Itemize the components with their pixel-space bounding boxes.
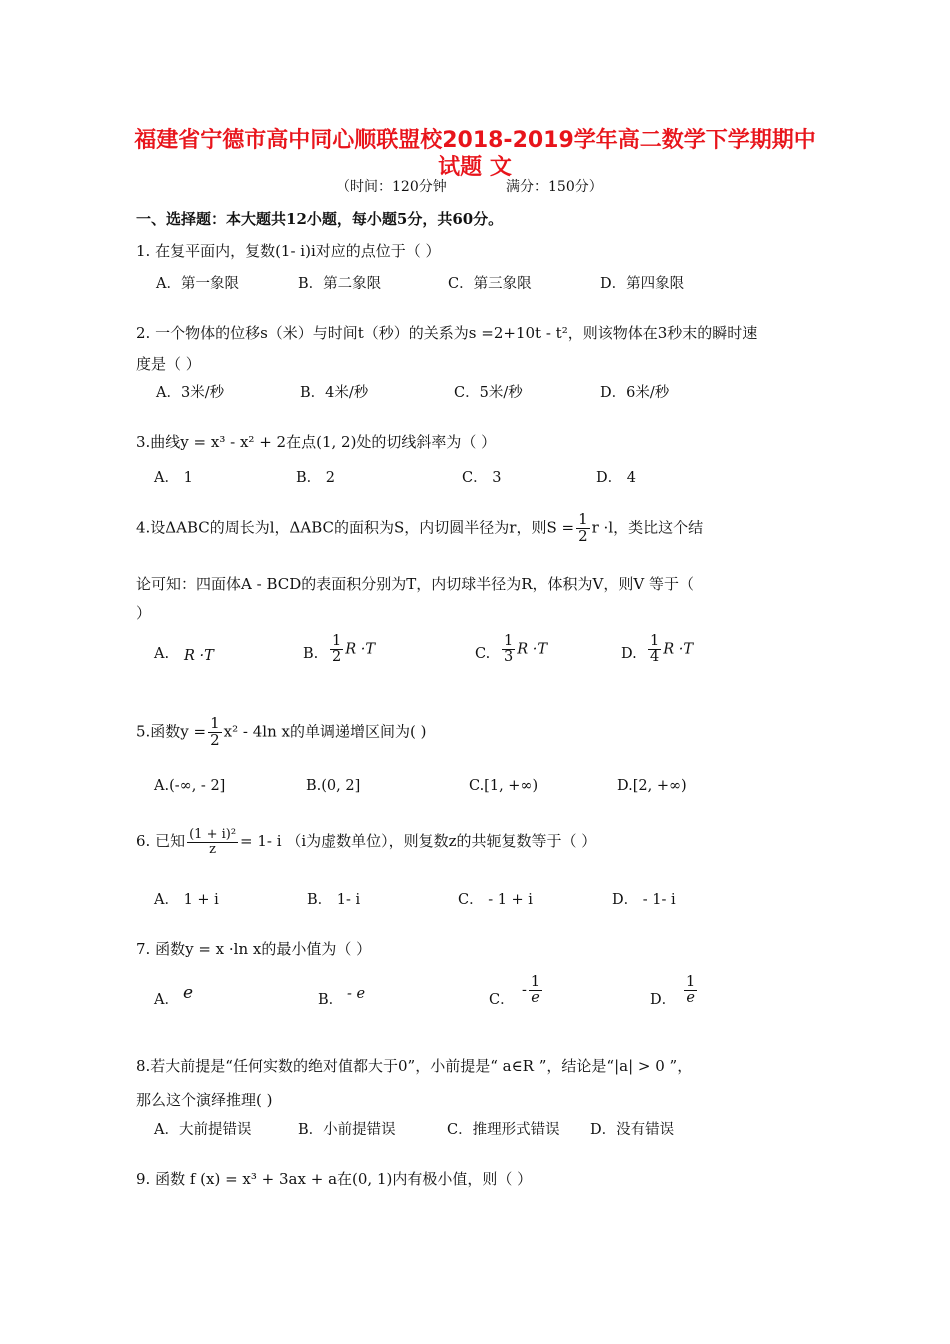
question-4-option-d-expr	[646, 634, 693, 665]
fraction	[648, 634, 661, 665]
question-2-option-b: B．4米/秒	[300, 385, 369, 401]
question-8-option-a: A．大前提错误	[154, 1122, 252, 1138]
fraction-denominator: 3	[504, 649, 514, 666]
minus-sign: -	[522, 982, 527, 999]
fraction-numerator: 1	[650, 633, 660, 649]
question-6-option-a: A． 1 + i	[154, 892, 219, 908]
fraction	[330, 634, 343, 665]
fraction-denominator: e	[686, 990, 695, 1007]
question-6-stem	[136, 828, 596, 856]
question-4-option-a-label: A.	[154, 646, 170, 662]
question-4-option-a-expr: R ·T	[184, 648, 214, 664]
question-7-option-a-expr: e	[183, 983, 194, 1003]
fraction-denominator: z	[209, 841, 216, 857]
question-7-option-a-label: A．	[154, 992, 179, 1008]
question-6-stem-part-b: = 1- i （i为虚数单位），则复数z的共轭复数等于（ ）	[240, 832, 597, 851]
question-5-option-d: D.[2, +∞)	[617, 778, 687, 794]
question-3-option-a: A． 1	[154, 470, 193, 486]
fraction-numerator: 1	[530, 974, 541, 990]
fraction-denominator: 2	[210, 730, 220, 749]
question-7-option-d-label: D．	[650, 992, 677, 1008]
fraction	[187, 828, 238, 856]
question-4-option-b-label: B.	[303, 646, 319, 662]
question-4-stem-part-a: 4.设ΔABC的周长为l，ΔABC的面积为S，内切圆半径为r，则S =	[136, 518, 575, 537]
expression: R ·T	[517, 641, 548, 658]
question-6-stem-part-a: 6. 已知	[136, 832, 186, 851]
fraction-numerator: 1	[686, 974, 696, 990]
question-7-option-b-expr: - e	[347, 986, 366, 1002]
question-7-option-c-expr	[522, 975, 544, 1006]
fraction	[208, 716, 222, 749]
question-4-option-c-label: C.	[475, 646, 491, 662]
question-1-option-c: C．第三象限	[448, 276, 532, 292]
question-4-stem-line1	[136, 512, 703, 545]
question-5-option-c: C.[1, +∞)	[469, 778, 539, 794]
fraction-numerator: 1	[332, 633, 342, 649]
exam-score: 满分：150分）	[506, 179, 603, 195]
question-1-option-d: D．第四象限	[600, 276, 685, 292]
question-8-stem-line2: 那么这个演绎推理( )	[136, 1091, 273, 1109]
question-2-option-a: A．3米/秒	[156, 385, 225, 401]
question-5-stem-part-b: x² - 4ln x的单调递增区间为( )	[223, 722, 427, 741]
fraction	[684, 975, 697, 1006]
question-5-stem	[136, 716, 426, 749]
fraction-denominator: 4	[650, 649, 660, 666]
question-3-stem: 3.曲线y = x³ - x² + 2在点(1, 2)处的切线斜率为（ ）	[136, 433, 497, 451]
question-1-option-a: A．第一象限	[156, 276, 239, 292]
fraction-numerator: 1	[578, 510, 588, 528]
question-6-option-b: B． 1- i	[307, 892, 361, 908]
question-8-stem-line1: 8.若大前提是“任何实数的绝对值都大于0”，小前提是“ a∈R ”，结论是“|a| > 0 ”，	[136, 1057, 693, 1075]
question-7-option-b-label: B．	[318, 992, 344, 1008]
question-1-option-b: B．第二象限	[298, 276, 382, 292]
question-3-option-c: C． 3	[462, 470, 502, 486]
question-8-option-d: D．没有错误	[590, 1122, 675, 1138]
question-4-option-d-label: D.	[621, 646, 637, 662]
question-2-option-d: D．6米/秒	[600, 385, 670, 401]
expression: R ·T	[345, 641, 376, 658]
question-4-option-c-expr	[500, 634, 547, 665]
exam-time: （时间：120分钟	[336, 179, 447, 195]
fraction	[502, 634, 515, 665]
document-title-line2: 试题 文	[438, 155, 512, 180]
question-2-stem-line1: 2. 一个物体的位移s（米）与时间t（秒）的关系为s =2+10t - t²，则该物体在3秒末的瞬时速	[136, 324, 758, 342]
question-7-option-d-expr	[682, 975, 699, 1006]
question-4-option-b-expr	[328, 634, 375, 665]
question-2-stem-line2: 度是（ ）	[136, 355, 201, 373]
question-4-stem-part-b: r ·l，类比这个结	[591, 518, 704, 537]
fraction-denominator: e	[531, 990, 540, 1007]
question-6-option-d: D． - 1- i	[612, 892, 676, 908]
question-5-option-b: B.(0, 2]	[306, 778, 361, 794]
expression: R ·T	[663, 641, 694, 658]
question-7-option-c-label: C．	[489, 992, 515, 1008]
section-heading: 一、选择题：本大题共12小题，每小题5分，共60分。	[136, 210, 504, 228]
fraction	[576, 512, 590, 545]
question-2-option-c: C．5米/秒	[454, 385, 523, 401]
fraction	[529, 975, 542, 1006]
question-6-option-c: C． - 1 + i	[458, 892, 533, 908]
question-4-stem-line2: 论可知：四面体A - BCD的表面积分别为T，内切球半径为R，体积为V，则V 等于（	[136, 575, 694, 593]
question-8-option-c: C．推理形式错误	[447, 1122, 560, 1138]
fraction-denominator: 2	[332, 649, 342, 666]
question-3-option-b: B． 2	[296, 470, 335, 486]
question-8-option-b: B．小前提错误	[298, 1122, 396, 1138]
question-1-stem: 1. 在复平面内，复数(1- i)i对应的点位于（ ）	[136, 242, 441, 260]
fraction-numerator: 1	[504, 633, 514, 649]
fraction-denominator: 2	[578, 526, 588, 545]
question-7-stem: 7. 函数y = x ·ln x的最小值为（ ）	[136, 940, 372, 958]
document-title-line1: 福建省宁德市高中同心顺联盟校2018-2019学年高二数学下学期期中	[134, 128, 816, 153]
question-3-option-d: D． 4	[596, 470, 636, 486]
question-9-stem: 9. 函数 f (x) = x³ + 3ax + a在(0, 1)内有极小值，则（ ）	[136, 1170, 533, 1188]
fraction-numerator: 1	[210, 714, 220, 732]
question-5-option-a: A.(-∞, - 2]	[154, 778, 226, 794]
fraction-numerator: (1 + i)²	[189, 827, 237, 842]
question-4-stem-line3: ）	[136, 604, 152, 622]
question-5-stem-part-a: 5.函数y =	[136, 722, 207, 741]
